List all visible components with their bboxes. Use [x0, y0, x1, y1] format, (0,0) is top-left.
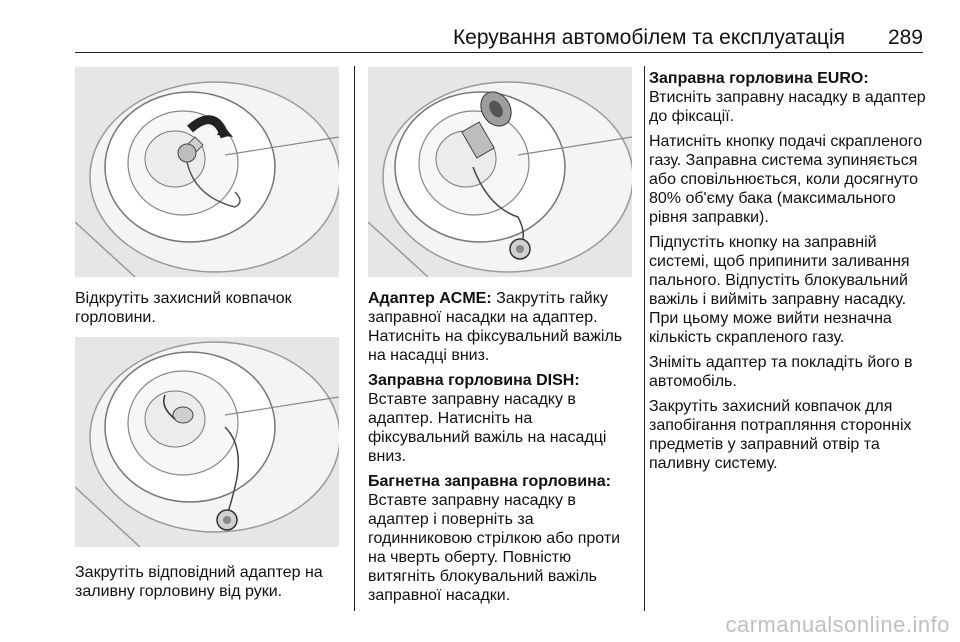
paragraph-euro: [649, 69, 929, 126]
page-title: Керування автомобілем та експлуатація: [452, 26, 845, 49]
acme-adapter-figure: [368, 67, 632, 277]
column-divider: [644, 66, 645, 611]
fuel-cap-unscrew-figure: [75, 67, 339, 277]
watermark: carmanualsonline.info: [725, 612, 950, 637]
paragraph-text: Натисніть кнопку подачі скрапленого газу. Заправна система зупиняється або сповільнюється, коли досягнуто 80% об'єму бака (максимального рівня заправки).: [649, 133, 923, 226]
paragraph-text: Закрутіть захисний ковпачок для запобігання потрапляння сторонніх предметів у заправний отвір та паливну систему.: [649, 398, 912, 472]
paragraph-text: Закрутіть гайку заправної насадки на адаптер. Натисніть на фіксувальний важіль на насадці вниз.: [368, 290, 623, 364]
column-divider: [354, 66, 355, 611]
page-header: [75, 26, 923, 53]
paragraph-dish: [368, 371, 636, 466]
column-2-text: [368, 289, 636, 611]
paragraph-text: Втисніть заправну насадку в адаптер до фіксації.: [649, 89, 926, 125]
paragraph-label: Заправна горловина DISH:: [368, 372, 580, 389]
figure-caption: Відкрутіть захисний ковпачок горловини.: [75, 290, 292, 326]
paragraph-text: Вставте заправну насадку в адаптер і поверніть за годинниковою стрілкою або проти на чверть оберту. Повністю витягніть блокувальний важіль заправної насадки.: [368, 492, 621, 604]
adapter-screw-figure: [75, 337, 339, 547]
figure-caption: Закрутіть відповідний адаптер на заливну горловину від руки.: [75, 564, 323, 600]
paragraph-text: Вставте заправну насадку в адаптер. Натисніть на фіксувальний важіль на насадці вниз.: [368, 391, 607, 465]
paragraph-text: Зніміть адаптер та покладіть його в автомобіль.: [649, 354, 913, 390]
paragraph-label: Багнетна заправна горловина:: [368, 473, 611, 490]
column-3-text: [649, 69, 929, 479]
paragraph-bayonet: [368, 472, 636, 605]
page-number: 289: [887, 26, 923, 49]
paragraph-text: Підпустіть кнопку на заправній системі, щоб припинити заливання пального. Відпустіть блокувальний важіль і вийміть заправну насадку. При цьому може вийти незначна кількість скрапленого газу.: [649, 234, 910, 346]
paragraph-label: Заправна горловина EURO:: [649, 70, 869, 87]
paragraph-label: Адаптер ACME:: [368, 290, 492, 307]
paragraph-acme: [368, 289, 636, 365]
